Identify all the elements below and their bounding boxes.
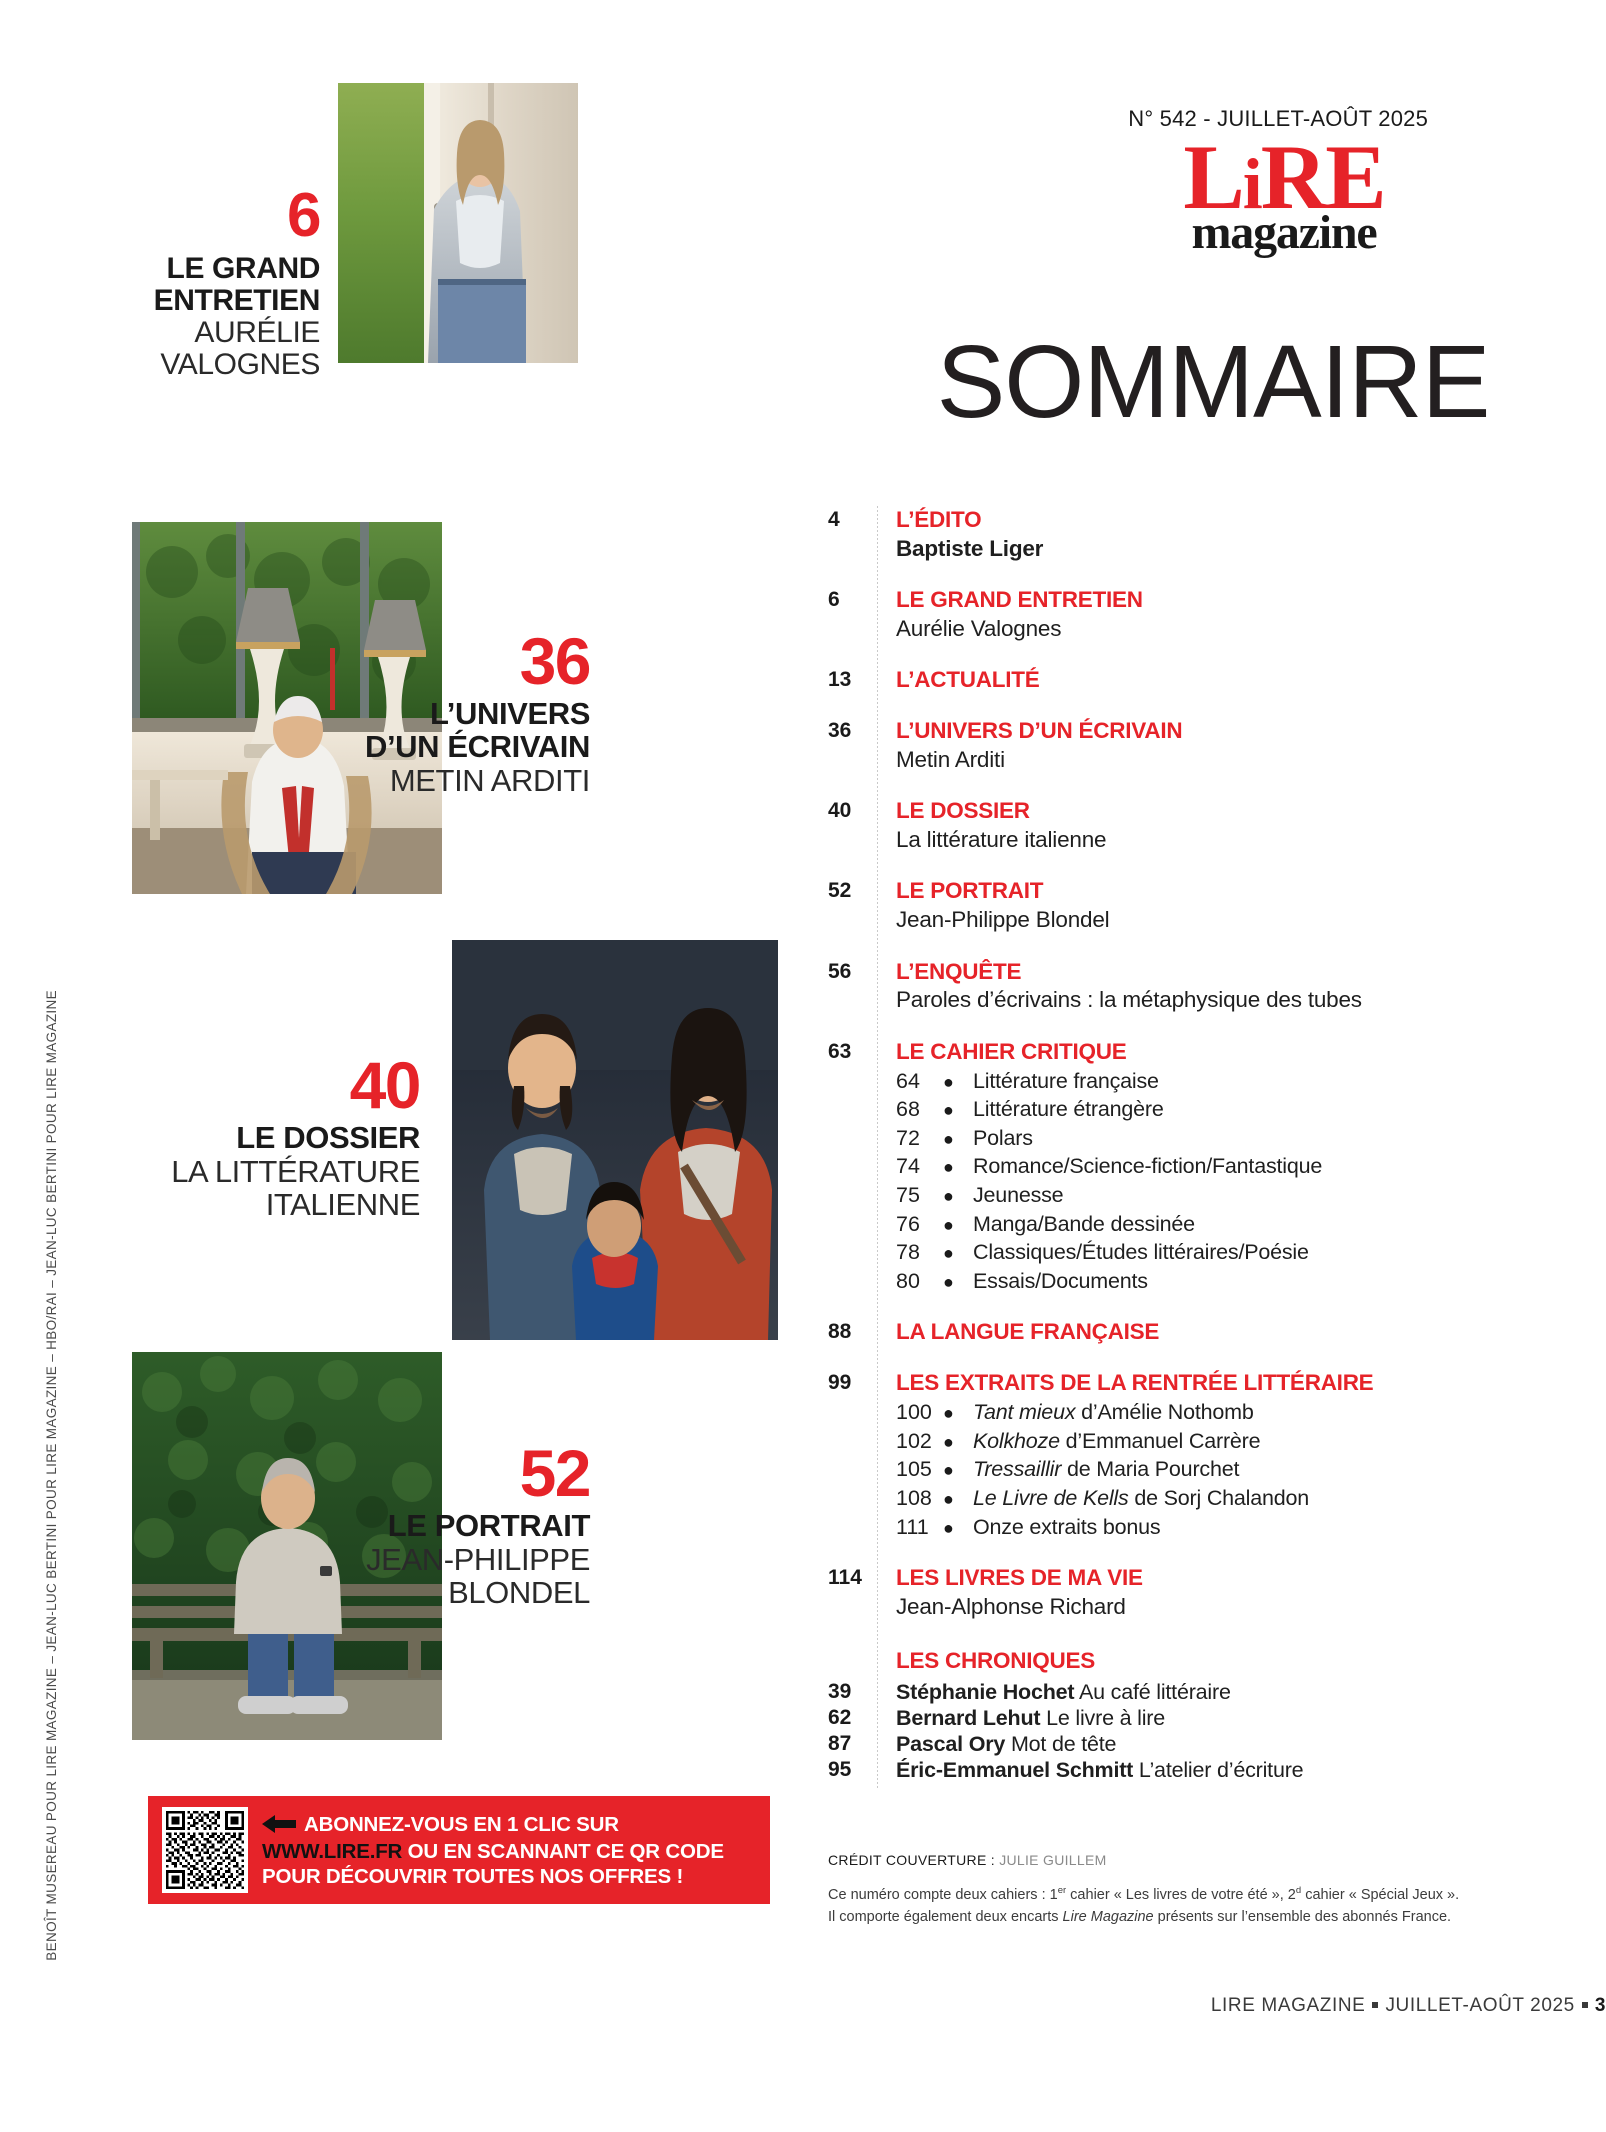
book-title: Le Livre de Kells [973, 1485, 1129, 1510]
toc-subtitle: Metin Arditi [896, 747, 1005, 773]
bullet-dot-icon: ● [943, 1403, 954, 1424]
toc-subitem-text: Polars [973, 1125, 1033, 1150]
subscribe-banner[interactable] [148, 1796, 770, 1904]
toc-subitem-page: 68 [896, 1097, 920, 1122]
footer-magazine-name: LIRE MAGAZINE [1210, 1995, 1366, 2016]
toc-subitem[interactable] [896, 1398, 1606, 1427]
footer-page-number: 3 [1594, 1995, 1606, 2016]
toc-subitem-label [973, 1484, 1309, 1513]
vertical-photo-credit: BENOÎT MUSEREAU POUR LIRE MAGAZINE – JEAN-LUC BERTINI POUR LIRE MAGAZINE – HBO/RAI – JEAN-LUC BERTINI POUR LIRE MAGAZINE [44, 990, 59, 1961]
toc-subitem-text: d’Emmanuel Carrère [1059, 1428, 1261, 1453]
toc-subitem[interactable] [896, 1513, 1606, 1542]
toc-entry[interactable] [828, 958, 1606, 1015]
toc-page-number: 99 [828, 1371, 852, 1395]
chronique-row[interactable] [828, 1732, 1606, 1757]
toc-subitem[interactable] [896, 1152, 1606, 1181]
toc-subitem-label [973, 1427, 1260, 1456]
toc-subitem-page: 100 [896, 1400, 932, 1425]
arrow-left-icon [262, 1814, 296, 1839]
toc-subitem-text: Classiques/Études littéraires/Poésie [973, 1240, 1309, 1265]
toc-subitem-text: Onze extraits bonus [973, 1514, 1161, 1539]
toc-subitem-label [973, 1210, 1195, 1239]
toc-page-number: 52 [828, 879, 852, 903]
toc-entry[interactable] [828, 877, 1606, 934]
toc-entry[interactable] [828, 797, 1606, 854]
toc-subitem-text: d’Amélie Nothomb [1075, 1400, 1254, 1425]
issue-note [828, 1884, 1459, 1928]
subscribe-line-1: ABONNEZ-VOUS EN 1 CLIC SUR [304, 1812, 619, 1836]
toc-subitem-text: de Maria Pourchet [1061, 1457, 1240, 1482]
toc-entry-body [874, 1564, 1606, 1621]
right-contents-column [828, 0, 1606, 2132]
toc-subitem-page: 76 [896, 1211, 920, 1236]
toc-subitem-text: Manga/Bande dessinée [973, 1211, 1195, 1236]
toc-subitem-page: 80 [896, 1268, 920, 1293]
toc-entry[interactable] [828, 1564, 1606, 1621]
chroniques-heading: LES CHRONIQUES [896, 1648, 1096, 1674]
toc-subtitle: La littérature italienne [896, 827, 1107, 853]
toc-entry[interactable] [828, 1318, 1606, 1346]
toc-subitem[interactable] [896, 1095, 1606, 1124]
cover-credit-value: JULIE GUILLEM [999, 1852, 1107, 1868]
toc-subitem-page: 72 [896, 1125, 920, 1150]
chronique-text [874, 1732, 1116, 1757]
toc-subitem-page: 78 [896, 1240, 920, 1265]
highlight-subtitle-36: METIN ARDITI [389, 762, 590, 798]
toc-subitem-text: de Sorj Chalandon [1128, 1485, 1310, 1510]
toc-subitem[interactable] [896, 1067, 1606, 1096]
table-of-contents [828, 506, 1606, 1784]
toc-section-title: LA LANGUE FRANÇAISE [896, 1319, 1160, 1345]
highlight-subtitle-52: JEAN-PHILIPPE BLONDEL [366, 1541, 590, 1611]
toc-entry-body [874, 666, 1606, 694]
logo-wordmark-magazine: magazine [1191, 206, 1377, 260]
toc-subitem[interactable] [896, 1238, 1606, 1267]
chronique-page-number: 87 [828, 1732, 852, 1756]
subscribe-line-3: POUR DÉCOUVRIR TOUTES NOS OFFRES ! [262, 1864, 684, 1888]
toc-subitem-list [896, 1398, 1606, 1541]
bullet-dot-icon: ● [943, 1488, 954, 1509]
toc-subitem-page: 102 [896, 1428, 932, 1453]
subscribe-line-2: OU EN SCANNANT CE QR CODE [407, 1839, 724, 1863]
toc-entry-list [828, 506, 1606, 1621]
bullet-dot-icon: ● [943, 1128, 954, 1149]
toc-section-title: L’UNIVERS D’UN ÉCRIVAIN [896, 718, 1183, 744]
footer-date: JUILLET-AOÛT 2025 [1385, 1995, 1575, 2016]
toc-subitem-label [973, 1398, 1254, 1427]
toc-section-title: LE CAHIER CRITIQUE [896, 1038, 1127, 1064]
chronique-row[interactable] [828, 1680, 1606, 1705]
cover-credit-label: CRÉDIT COUVERTURE : [828, 1852, 995, 1868]
toc-subitem-page: 108 [896, 1485, 932, 1510]
toc-entry-chroniques[interactable] [828, 1647, 1606, 1679]
chronique-text [874, 1758, 1303, 1783]
toc-subitem-page: 111 [896, 1514, 929, 1539]
chronique-page-number: 39 [828, 1680, 852, 1704]
toc-page-number: 88 [828, 1320, 852, 1344]
toc-page-number: 40 [828, 799, 852, 823]
toc-entry-body [874, 958, 1606, 1015]
toc-subitem-page: 74 [896, 1154, 920, 1179]
chronique-column-name: Au café littéraire [1074, 1680, 1231, 1705]
highlight-title-52: LE PORTRAIT [387, 1508, 590, 1543]
toc-subitem-label [973, 1513, 1160, 1542]
toc-subitem-label [973, 1267, 1148, 1296]
highlight-subtitle-6: AURÉLIE VALOGNES [160, 315, 320, 381]
toc-subitem-page: 64 [896, 1068, 920, 1093]
qr-code-icon[interactable] [162, 1807, 248, 1893]
page-title: SOMMAIRE [936, 324, 1490, 439]
toc-subitem-label [973, 1067, 1159, 1096]
chronique-row[interactable] [828, 1706, 1606, 1731]
toc-page-number: 63 [828, 1039, 852, 1063]
toc-subitem-list [896, 1067, 1606, 1296]
issue-number-date: N° 542 - JUILLET-AOÛT 2025 [1128, 106, 1428, 131]
chronique-column-name: Mot de tête [1005, 1732, 1117, 1757]
toc-subitem-page: 105 [896, 1457, 932, 1482]
bullet-dot-icon: ● [943, 1431, 954, 1452]
toc-entry-body [874, 1038, 1606, 1296]
bullet-dot-icon: ● [943, 1071, 954, 1092]
toc-entry[interactable] [828, 1038, 1606, 1296]
toc-subitem-label [973, 1095, 1164, 1124]
toc-subitem-label [973, 1455, 1239, 1484]
toc-entry[interactable] [828, 666, 1606, 694]
chronique-author: Bernard Lehut [896, 1706, 1041, 1731]
toc-subitem-page: 75 [896, 1183, 920, 1207]
toc-entry-body [874, 1318, 1606, 1346]
toc-entry[interactable] [828, 586, 1606, 643]
highlight-title-40: LE DOSSIER [236, 1120, 420, 1155]
toc-subitem-text: Essais/Documents [973, 1268, 1148, 1293]
photo-aurelie-valognes-image [338, 83, 578, 363]
bullet-dot-icon: ● [943, 1100, 954, 1121]
toc-subitem-label [973, 1152, 1322, 1181]
chronique-text [874, 1706, 1165, 1731]
highlight-title-6: LE GRAND ENTRETIEN [153, 252, 320, 317]
book-title: Tant mieux [973, 1400, 1076, 1425]
chronique-row[interactable] [828, 1758, 1606, 1783]
chronique-author: Stéphanie Hochet [896, 1680, 1075, 1705]
toc-entry-body [874, 586, 1606, 643]
toc-section-title: L’ÉDITO [896, 507, 982, 532]
book-title: Tressaillir [973, 1457, 1062, 1482]
highlight-title-36: L’UNIVERS D’UN ÉCRIVAIN [364, 696, 590, 764]
toc-section-title: LE PORTRAIT [896, 878, 1044, 904]
toc-section-title: LES EXTRAITS DE LA RENTRÉE LITTÉRAIRE [896, 1370, 1374, 1396]
bullet-dot-icon: ● [943, 1157, 954, 1178]
toc-entry-body [874, 506, 1606, 563]
toc-subitem[interactable] [896, 1181, 1606, 1210]
chronique-author: Éric-Emmanuel Schmitt [896, 1758, 1134, 1783]
qr-code-image [166, 1811, 244, 1889]
toc-section-title: L’ACTUALITÉ [896, 667, 1040, 693]
toc-page-number: 114 [828, 1566, 862, 1590]
toc-subitem[interactable] [896, 1210, 1606, 1239]
highlight-number-40: 40 [349, 1048, 420, 1122]
chronique-text [874, 1680, 1231, 1705]
toc-subtitle: Jean-Alphonse Richard [896, 1594, 1126, 1620]
chronique-author: Pascal Ory [896, 1732, 1006, 1757]
toc-section-title: L’ENQUÊTE [896, 958, 1022, 984]
toc-page-number: 56 [828, 959, 852, 983]
toc-subitem[interactable] [896, 1455, 1606, 1484]
highlight-block-6 [120, 181, 320, 381]
chronique-page-number: 95 [828, 1758, 852, 1782]
toc-entry[interactable] [828, 1369, 1606, 1541]
logo-wordmark-lire: LiRE [1183, 126, 1385, 228]
toc-page-number: 6 [828, 588, 840, 612]
bullet-dot-icon: ● [943, 1517, 954, 1538]
toc-subitem[interactable] [896, 1427, 1606, 1456]
toc-subitem-text: Jeunesse [973, 1183, 1064, 1207]
footer-separator-icon-2 [1582, 2002, 1588, 2008]
toc-subtitle: Paroles d’écrivains : la métaphysique des tubes [896, 987, 1362, 1013]
bullet-dot-icon: ● [943, 1214, 954, 1235]
bullet-dot-icon: ● [943, 1271, 954, 1292]
toc-subtitle: Baptiste Liger [896, 535, 1044, 561]
chronique-page-number: 62 [828, 1706, 852, 1730]
toc-page-number: 13 [828, 668, 852, 692]
chronique-column-name: L’atelier d’écriture [1133, 1758, 1304, 1783]
toc-page-number: 36 [828, 719, 852, 743]
photo-aurelie-valognes [338, 83, 578, 363]
highlight-subtitle-40: LA LITTÉRATURE ITALIENNE [171, 1153, 420, 1223]
toc-page-number: 4 [828, 508, 840, 531]
toc-entry-body [874, 1369, 1606, 1541]
toc-entry-body [874, 717, 1606, 774]
photo-italian-literature [452, 940, 778, 1340]
issue-note-line2: Il comporte également deux encarts Lire Magazine présents sur l’ensemble des abonnés France. [828, 1908, 1452, 1925]
toc-subitem-text: Littérature française [973, 1068, 1159, 1093]
toc-entry-body [874, 1647, 1606, 1679]
toc-subitem-label [973, 1238, 1309, 1267]
highlight-number-6: 6 [287, 181, 320, 250]
photo-italian-literature-image [452, 940, 778, 1340]
toc-subitem-label [973, 1124, 1033, 1153]
highlight-block-40 [120, 1048, 420, 1223]
footer-separator-icon [1372, 2002, 1378, 2008]
subscribe-text [262, 1812, 732, 1889]
chroniques-list [828, 1680, 1606, 1783]
issue-note-line1: Ce numéro compte deux cahiers : 1er cahier « Les livres de votre été », 2$^d$ cahier « Spécial Jeux ». [828, 1885, 1460, 1903]
page-footer [1211, 1995, 1606, 2017]
toc-entry-body [874, 797, 1606, 854]
highlight-block-36 [300, 624, 590, 798]
toc-entry-body [874, 877, 1606, 934]
toc-subitem[interactable] [896, 1124, 1606, 1153]
lire-magazine-logo [1124, 126, 1444, 260]
bullet-dot-icon: ● [943, 1460, 954, 1481]
bullet-dot-icon: ● [943, 1186, 954, 1206]
chronique-column-name: Le livre à lire [1040, 1706, 1165, 1731]
toc-subitem-text: Littérature étrangère [973, 1097, 1164, 1122]
subscribe-site-url[interactable]: WWW.LIRE.FR [262, 1839, 403, 1863]
bullet-dot-icon: ● [943, 1243, 954, 1264]
toc-section-title: LE DOSSIER [896, 798, 1030, 824]
highlight-number-52: 52 [519, 1436, 590, 1510]
toc-subtitle: Jean-Philippe Blondel [896, 907, 1110, 933]
highlight-number-36: 36 [519, 624, 590, 698]
toc-subitem-text: Romance/Science-fiction/Fantastique [973, 1154, 1323, 1179]
cover-credit [828, 1852, 1107, 1868]
toc-entry[interactable] [828, 717, 1606, 774]
toc-subitem[interactable] [896, 1484, 1606, 1513]
toc-page-number [828, 1647, 874, 1679]
toc-entry[interactable] [828, 506, 1606, 563]
left-highlights-column [0, 0, 790, 2132]
toc-subitem[interactable] [896, 1267, 1606, 1296]
toc-section-title: LE GRAND ENTRETIEN [896, 587, 1143, 613]
book-title: Kolkhoze [973, 1428, 1060, 1453]
toc-section-title: LES LIVRES DE MA VIE [896, 1565, 1143, 1591]
highlight-block-52 [300, 1436, 590, 1611]
toc-subitem-label [973, 1181, 1063, 1210]
toc-subtitle: Aurélie Valognes [896, 616, 1062, 642]
